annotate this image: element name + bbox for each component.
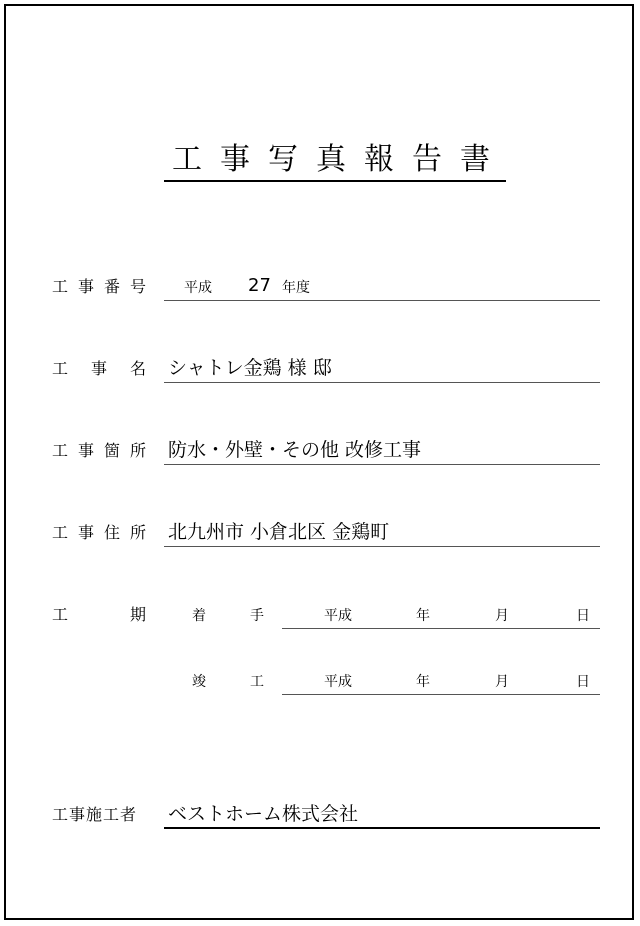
contractor-line	[164, 827, 600, 829]
work-name-label: 工 事 名	[52, 359, 147, 378]
contractor-label: 工事施工者	[52, 805, 138, 824]
title-char: 真	[316, 142, 346, 177]
start-day: 日	[576, 608, 590, 624]
work-location-value: 防水・外壁・その他 改修工事	[168, 439, 422, 461]
work-number-suffix: 年度	[282, 280, 310, 296]
contractor-value: ベストホーム株式会社	[168, 803, 359, 825]
document-title	[164, 142, 506, 182]
end-era: 平成	[324, 674, 352, 690]
start-line	[282, 628, 600, 629]
work-number-year: 27	[248, 275, 271, 296]
start-month: 月	[495, 608, 509, 624]
title-char: 工	[172, 142, 202, 177]
start-label-char: 手	[250, 608, 264, 624]
work-number-label: 工 事 番 号	[52, 277, 147, 296]
title-char: 写	[268, 142, 298, 177]
work-location-line	[164, 464, 600, 465]
end-label-char: 竣	[192, 674, 206, 690]
title-char: 告	[412, 142, 442, 177]
start-label-char: 着	[192, 608, 206, 624]
title-char: 書	[460, 142, 490, 177]
start-year: 年	[416, 608, 430, 624]
start-era: 平成	[324, 608, 352, 624]
work-address-line	[164, 546, 600, 547]
title-char: 報	[364, 142, 394, 177]
end-month: 月	[495, 674, 509, 690]
work-location-label: 工 事 箇 所	[52, 441, 147, 460]
work-number-era: 平成	[184, 280, 212, 296]
work-address-label: 工 事 住 所	[52, 523, 147, 542]
title-char: 事	[220, 142, 250, 177]
period-label: 工 期	[52, 605, 147, 624]
end-label-char: 工	[250, 674, 264, 690]
end-day: 日	[576, 674, 590, 690]
end-year: 年	[416, 674, 430, 690]
end-line	[282, 694, 600, 695]
work-name-line	[164, 382, 600, 383]
work-number-line	[164, 300, 600, 301]
work-name-value: シャトレ金鶏 様 邸	[168, 357, 332, 379]
work-address-value: 北九州市 小倉北区 金鶏町	[168, 521, 390, 543]
